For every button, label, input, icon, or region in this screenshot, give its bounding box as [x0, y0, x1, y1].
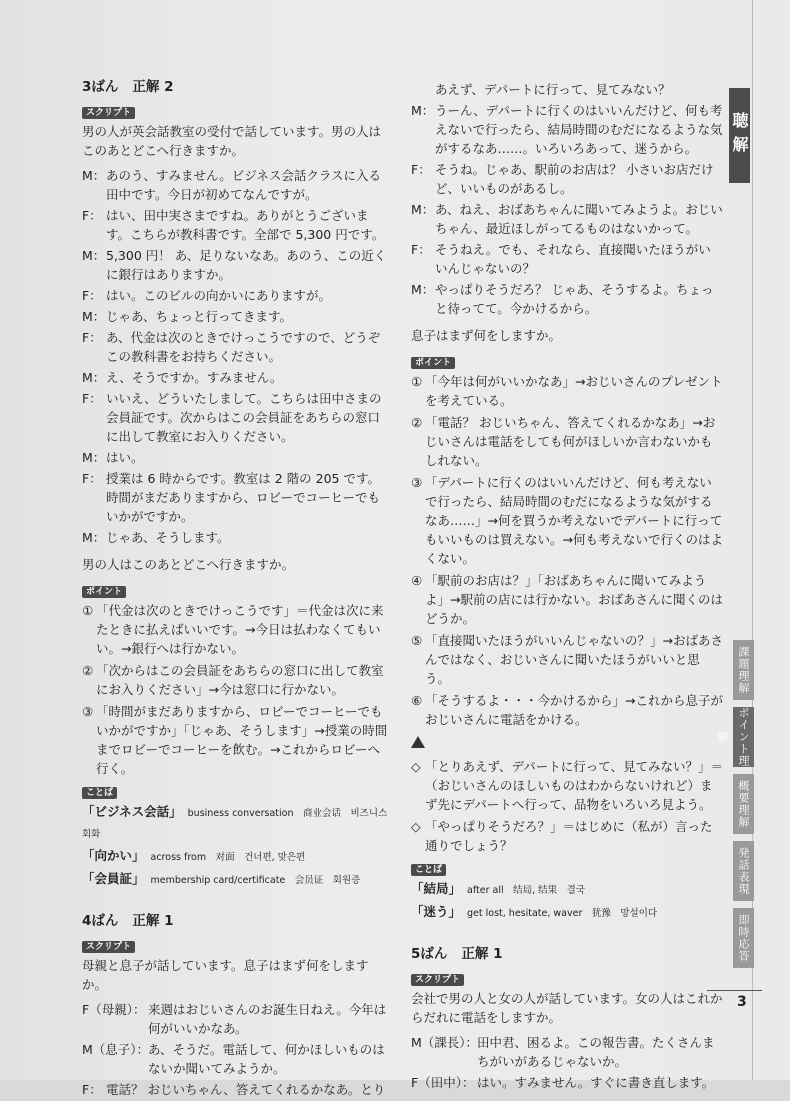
- speaker: M：: [82, 450, 106, 465]
- utterance: はい。このビルの向かいにありますが。: [106, 288, 332, 303]
- section-3-title: 3ばん: [82, 79, 119, 95]
- speaker: F：: [411, 242, 431, 257]
- vocab-entry: [82, 869, 390, 890]
- vocab-word: 「結局」: [411, 881, 462, 896]
- point-number: ⑥: [411, 693, 423, 708]
- point-label: ポイント: [82, 586, 126, 598]
- dialogue-line: [411, 1033, 723, 1071]
- utterance: あ、代金は次のときでけっこうですので、どうぞこの教科書をお持ちください。: [106, 330, 381, 364]
- point-text: 「今年は何がいいかなあ」→おじいさんのプレゼントを考えている。: [425, 374, 723, 408]
- point-number: ⑤: [411, 633, 423, 648]
- dialogue-line: [82, 166, 390, 204]
- speaker: F：: [82, 1082, 102, 1097]
- speaker: F（母親）：: [82, 1002, 146, 1017]
- point-item: [411, 473, 723, 568]
- speaker: M（課長）：: [411, 1035, 479, 1050]
- utterance: はい。: [106, 450, 144, 465]
- dialogue-line: [411, 101, 723, 158]
- utterance: はい、田中実さまですね。ありがとうございます。こちらが教科書です。全部で 5,300 円です。: [106, 208, 385, 242]
- section-4-notes: [411, 757, 723, 855]
- utterance: うーん、デパートに行くのはいいんだけど、何も考えないで行ったら、結局時間のむだになるような気がするなあ……。いろいろあって、迷うから。: [435, 103, 723, 156]
- section-3-heading: [82, 78, 390, 97]
- utterance: じゃあ、ちょっと行ってきます。: [106, 309, 293, 324]
- utterance: はい。すみません。すぐに書き直します。: [477, 1075, 715, 1090]
- tab-summary-understanding[interactable]: 概要理解: [733, 774, 754, 834]
- vocab-word: 「迷う」: [411, 904, 462, 919]
- section-4-points: [411, 372, 723, 729]
- section-4-dialogue-continued: [411, 80, 723, 318]
- dialogue-line: [411, 80, 723, 99]
- dialogue-line: [82, 1000, 390, 1038]
- point-text: 「デパートに行くのはいいんだけど、何も考えないで行ったら、結局時間のむだになるような気がするなあ……」→何を買うか考えないでデパートに行ってもいいものは買えない。→何も考えないで行くのはよくない。: [425, 475, 723, 566]
- point-item: [411, 372, 723, 410]
- vocab-entry: [82, 802, 390, 844]
- speaker: F：: [82, 288, 102, 303]
- point-item: [411, 631, 723, 688]
- dialogue-line: [411, 280, 723, 318]
- vocab-gloss: after all 结局, 结果 결국: [467, 885, 586, 896]
- point-text: 「そうするよ・・・今かけるから」→これから息子がおじいさんに電話をかける。: [425, 693, 723, 727]
- point-text: 「代金は次のときでけっこうです」＝代金は次に来たときに払えばいいです。→今日は払わなくてもいい。→銀行へは行かない。: [96, 603, 384, 656]
- vocab-gloss: business conversation 商业会话 비즈니스회화: [82, 808, 388, 840]
- point-label: ポイント: [411, 357, 455, 369]
- utterance: あ、そうだ。電話して、何かほしいものはないか聞いてみようか。: [148, 1042, 385, 1076]
- vocab-word: 「会員証」: [82, 871, 145, 886]
- vocab-word: 「ビジネス会話」: [82, 804, 182, 819]
- vocab-entry: [411, 879, 723, 900]
- point-text: 「電話？ おじいちゃん、答えてくれるかなあ」→おじいさんは電話をしても何がほしいか言わないかもしれない。: [425, 415, 716, 468]
- speaker: F：: [411, 162, 431, 177]
- speaker: M（息子）：: [82, 1042, 150, 1057]
- point-number: ③: [411, 475, 423, 490]
- point-number: ◇: [411, 819, 421, 834]
- utterance: あのう、すみません。ビジネス会話クラスに入る田中です。今日が初めてなんですが。: [106, 168, 382, 202]
- vocab-gloss: across from 对面 건너편, 맞은편: [150, 852, 306, 863]
- speaker: M：: [411, 202, 435, 217]
- section-5-heading: [411, 945, 723, 964]
- section-4-question: 息子はまず何をしますか。: [411, 328, 562, 343]
- point-item: [411, 571, 723, 628]
- dialogue-line: [411, 1073, 723, 1092]
- section-3-words: [82, 802, 390, 890]
- speaker: M：: [82, 309, 106, 324]
- speaker: F：: [82, 208, 102, 223]
- vocab-entry: [411, 902, 723, 923]
- utterance: 5,300 円！ あ、足りないなあ。あのう、この近くに銀行はありますか。: [106, 248, 387, 282]
- tab-utterance-expression[interactable]: 発話表現: [733, 841, 754, 901]
- dialogue-line: [82, 1040, 390, 1078]
- section-4-intro: 母親と息子が話しています。息子はまず何をしますか。: [82, 958, 369, 992]
- warning-icon: [411, 736, 425, 748]
- point-number: ④: [411, 573, 423, 588]
- script-label: スクリプト: [82, 941, 135, 953]
- utterance: やっぱりそうだろ？ じゃあ、そうするよ。ちょっと待ってて。今かけるから。: [435, 282, 714, 316]
- point-item: [82, 661, 390, 699]
- point-number: ②: [411, 415, 423, 430]
- section-5-dialogue: [411, 1033, 723, 1092]
- section-5-answer: 正解 1: [461, 946, 503, 962]
- section-4-answer: 正解 1: [132, 913, 174, 929]
- section-3-question: 男の人はこのあとどこへ行きますか。: [82, 557, 295, 572]
- tab-task-understanding[interactable]: 課題理解: [733, 640, 754, 700]
- words-label: ことば: [411, 864, 446, 876]
- words-label: ことば: [82, 787, 117, 799]
- utterance: そうね。じゃあ、駅前のお店は？ 小さいお店だけど、いいものがあるし。: [435, 162, 714, 196]
- dialogue-line: [82, 389, 390, 446]
- section-4-dialogue: [82, 1000, 390, 1099]
- speaker: M：: [82, 530, 106, 545]
- section-4-title: 4ばん: [82, 913, 119, 929]
- point-number: ③: [82, 704, 94, 719]
- vocab-gloss: membership card/certificate 会员证 회원증: [150, 875, 361, 886]
- point-text: 「やっぱりそうだろ？」＝はじめに（私が）言った通りでしょう？: [425, 819, 713, 853]
- utterance: そうねえ。でも、それなら、直接聞いたほうがいいんじゃないの？: [435, 242, 711, 276]
- page-number: 3: [737, 994, 747, 1010]
- point-text: 「駅前のお店は？」「おばあちゃんに聞いてみようよ」→駅前の店には行かない。おばあさんに聞くのはどうか。: [425, 573, 723, 626]
- section-tab-listening[interactable]: 聴解: [729, 88, 750, 183]
- speaker: M：: [82, 248, 106, 263]
- utterance: いいえ、どういたしまして。こちらは田中さまの会員証です。次からはこの会員証をあちらの窓口に出して教室にお入りください。: [106, 391, 382, 444]
- speaker: F：: [82, 391, 102, 406]
- section-3-dialogue: [82, 166, 390, 547]
- utterance: 田中君、困るよ。この報告書。たくさんまちがいがあるじゃないか。: [477, 1035, 715, 1069]
- utterance: え、そうですか。すみません。: [106, 370, 283, 385]
- dialogue-line: [82, 286, 390, 305]
- dialogue-line: [411, 240, 723, 278]
- dialogue-line: [82, 469, 390, 526]
- point-text: 「とりあえず、デパートに行って、見てみない？」＝（おじいさんのほしいものはわからないけれど）まず先にデパートへ行って、品物をいろいろ見よう。: [425, 759, 724, 812]
- dialogue-line: [82, 448, 390, 467]
- script-label: スクリプト: [82, 107, 135, 119]
- point-item: [411, 691, 723, 729]
- speaker: F：: [82, 471, 102, 486]
- point-text: 「次からはこの会員証をあちらの窓口に出して教室にお入りください」→今は窓口に行かない。: [96, 663, 384, 697]
- dialogue-line: [82, 328, 390, 366]
- dialogue-line: [82, 246, 390, 284]
- right-column: [411, 80, 723, 1094]
- section-5-intro: 会社で男の人と女の人が話しています。女の人はこれからだれに電話をしますか。: [411, 991, 723, 1025]
- left-column: [82, 78, 390, 1101]
- speaker: M：: [411, 282, 435, 297]
- utterance: 来週はおじいさんのお誕生日ねえ。今年は何がいいかなあ。: [148, 1002, 387, 1036]
- point-number: ②: [82, 663, 94, 678]
- dialogue-line: [82, 528, 390, 547]
- point-text: 「時間がまだありますから、ロビーでコーヒーでもいかがですか」「じゃあ、そうします」→授業の時間までロビーでコーヒーを飲む。→これからロビーへ行く。: [96, 704, 388, 776]
- dialogue-line: [82, 307, 390, 326]
- section-3-intro: 男の人が英会話教室の受付で話しています。男の人はこのあとどこへ行きますか。: [82, 124, 382, 158]
- point-item: [411, 413, 723, 470]
- point-text: 「直接聞いたほうがいいんじゃないの？」→おばあさんではなく、おじいさんに聞いたほうがいいと思う。: [425, 633, 723, 686]
- tab-point-understanding[interactable]: ポイント理解: [733, 707, 754, 767]
- point-number: ◇: [411, 759, 421, 774]
- section-4-words: [411, 879, 723, 923]
- section-3-points: [82, 601, 390, 778]
- section-3-answer: 正解 2: [132, 79, 174, 95]
- vocab-gloss: get lost, hesitate, waver 犹豫 망설이다: [467, 908, 658, 919]
- speaker: M：: [82, 168, 106, 183]
- utterance: 電話？ おじいちゃん、答えてくれるかなあ。とり: [106, 1082, 386, 1097]
- dialogue-line: [411, 160, 723, 198]
- page-number-rule: [707, 990, 762, 991]
- speaker: M：: [411, 103, 435, 118]
- dialogue-line: [411, 200, 723, 238]
- speaker: F（田中）：: [411, 1075, 475, 1090]
- section-4-heading: [82, 912, 390, 931]
- note-item: [411, 817, 723, 855]
- utterance: あえず、デパートに行って、見てみない？: [435, 82, 671, 97]
- section-5-title: 5ばん: [411, 946, 448, 962]
- vocab-word: 「向かい」: [82, 848, 145, 863]
- utterance: あ、ねえ、おばあちゃんに聞いてみようよ。おじいちゃん、最近ほしがってるものはないかって。: [435, 202, 723, 236]
- point-number: ①: [82, 603, 94, 618]
- point-item: [82, 702, 390, 778]
- speaker: M：: [82, 370, 106, 385]
- speaker: F：: [82, 330, 102, 345]
- tab-quick-response[interactable]: 即時応答: [733, 908, 754, 968]
- utterance: 授業は 6 時からです。教室は 2 階の 205 です。時間がまだありますから、ロビーでコーヒーでもいかがですか。: [106, 471, 381, 524]
- dialogue-line: [82, 368, 390, 387]
- point-number: ①: [411, 374, 423, 389]
- point-item: [82, 601, 390, 658]
- note-item: [411, 757, 723, 814]
- dialogue-line: [82, 1080, 390, 1099]
- dialogue-line: [82, 206, 390, 244]
- vocab-entry: [82, 846, 390, 867]
- utterance: じゃあ、そうします。: [106, 530, 230, 545]
- script-label: スクリプト: [411, 974, 464, 986]
